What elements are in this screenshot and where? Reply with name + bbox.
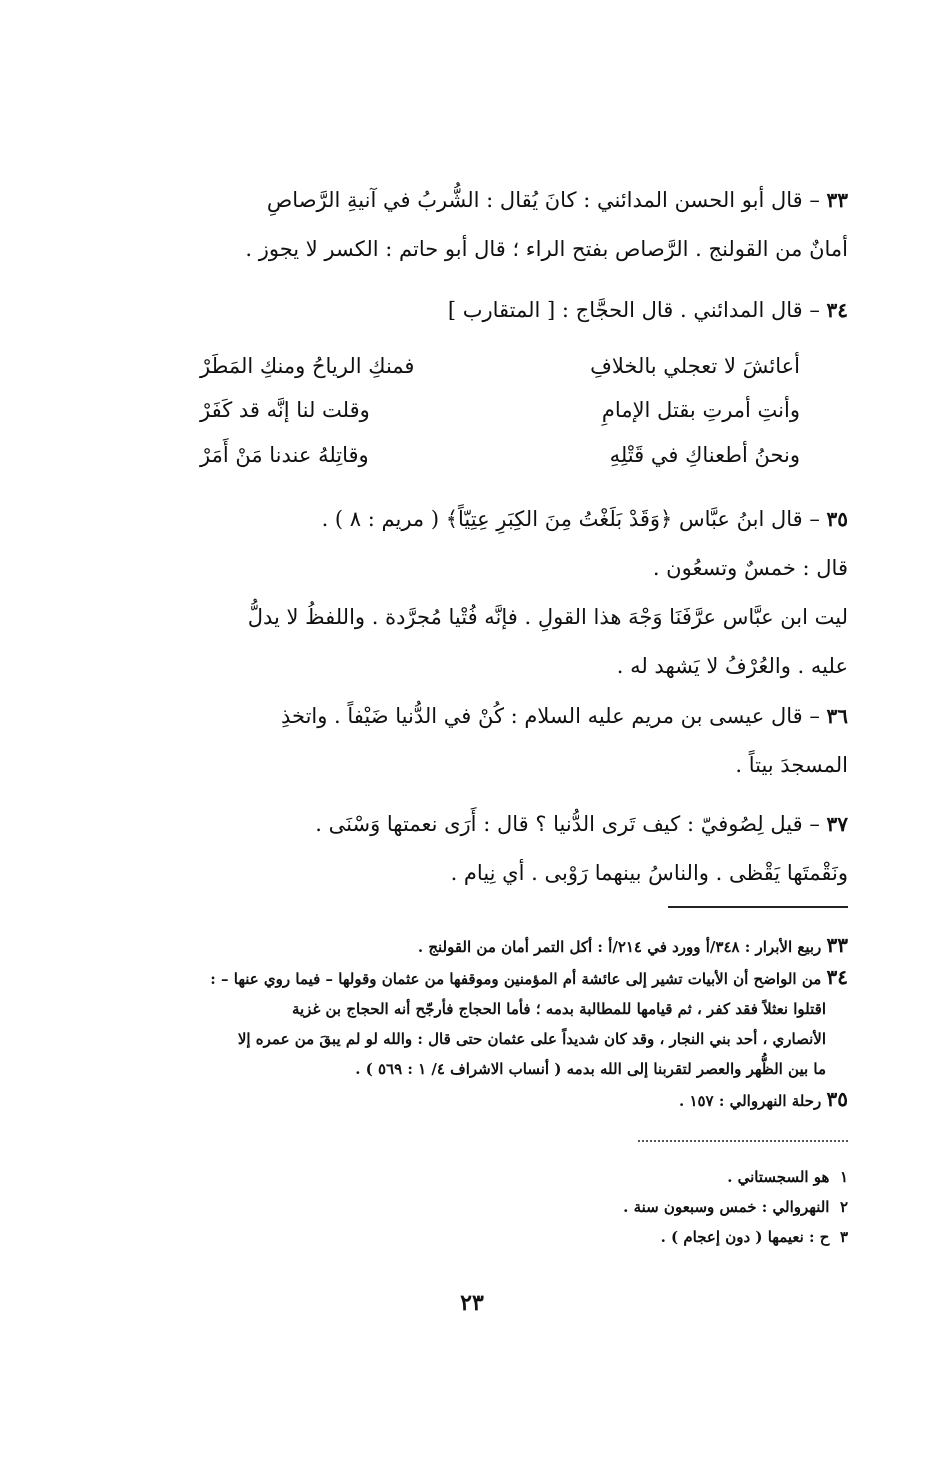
page-number: ٢٣ <box>460 1290 484 1316</box>
entry-number: ٣٤ <box>826 298 848 322</box>
source-note: ٣٤ من الواضح أن الأبيات تشير إلى عائشة أم المؤمنين وموقفها من عثمان وقولها – فيما روي عنها – : <box>210 965 848 989</box>
source-note-continuation: ما بين الظُّهر والعصر لتقربنا إلى الله بدمه ( أنساب الاشراف ٤/ ١ : ٥٦٩ ) . <box>355 1060 826 1078</box>
footnotes <box>88 1162 848 1252</box>
entry-36 <box>88 692 848 790</box>
verse-line-3 <box>200 435 800 475</box>
entry-35-line-4: عليه . والعُرْفُ لا يَشهد له . <box>616 654 848 678</box>
footnotes-separator <box>638 1140 848 1142</box>
verse-hemistich: ونحنُ أطعناكِ في قَتْلِهِ <box>609 443 800 467</box>
verse-line-2 <box>200 390 800 430</box>
entry-35 <box>88 495 848 691</box>
entry-34-line-1: ٣٤ – قال المدائني . قال الحجَّاج : [ المتقارب ] <box>447 298 848 322</box>
entry-number: ٣٧ <box>826 812 848 836</box>
verse-hemistich: فمنكِ الرياحُ ومنكِ المَطَرْ <box>200 354 415 378</box>
source-notes <box>88 930 848 1116</box>
entry-number: ٣٣ <box>826 188 848 212</box>
entry-36-line-1: ٣٦ – قال عيسى بن مريم عليه السلام : كُنْ في الدُّنيا ضَيْفاً . واتخذِ <box>280 704 848 728</box>
notes-separator <box>668 906 848 908</box>
verse-hemistich: وقلت لنا إنَّه قد كَفَرْ <box>200 398 370 422</box>
entry-35-line-3: ليت ابن عبَّاس عرَّفَنَا وَجْهَ هذا القولِ . فإنَّه فُتْيا مُجرَّدة . واللفظُ لا يدلُّ <box>247 605 848 629</box>
footnote: ٢ النهروالي : خمس وسبعون سنة . <box>623 1198 848 1216</box>
entry-35-line-2: قال : خمسٌ وتسعُون . <box>652 556 848 580</box>
entry-34 <box>88 286 848 335</box>
footnote: ١ هو السجستاني . <box>727 1168 848 1186</box>
entry-33-line-1: ٣٣ – قال أبو الحسن المدائني : كانَ يُقال : الشُّربُ في آنيةِ الرَّصاصِ <box>266 188 848 212</box>
entry-33-line-2: أمانٌ من القولنج . الرَّصاص بفتح الراء ؛ قال أبو حاتم : الكسر لا يجوز . <box>245 237 848 261</box>
entry-33 <box>88 176 848 274</box>
entry-number: ٣٦ <box>826 704 848 728</box>
entry-35-line-1: ٣٥ – قال ابنُ عبَّاس ﴿وَقَدْ بَلَغْتُ مِنَ الكِبَرِ عِتِيّاً﴾ ( مريم : ٨ ) . <box>321 507 848 531</box>
entry-37-line-1: ٣٧ – قيل لِصُوفيّ : كيف تَرى الدُّنيا ؟ قال : أَرَى نعمتها وَسْنَى . <box>315 812 848 836</box>
entry-number: ٣٥ <box>826 507 848 531</box>
entry-37-line-2: ونَقْمتَها يَقْظى . والناسُ بينهما رَوْبى . أي نِيام . <box>450 861 848 885</box>
verse-hemistich: وأنتِ أمرتِ بقتل الإمامِ <box>601 398 800 422</box>
footnote: ٣ ح : نعيمها ( دون إعجام ) . <box>660 1228 848 1246</box>
source-note-continuation: الأنصاري ، أحد بني النجار ، وقد كان شديداً على عثمان حتى قال : والله لو لم يبقَ من عمره إلا <box>237 1030 826 1048</box>
verse-line-1 <box>200 346 800 386</box>
verse-hemistich: أعائشَ لا تعجلي بالخلافِ <box>590 354 800 378</box>
verse-hemistich: وقاتِلهُ عندنا مَنْ أَمَرْ <box>200 443 369 467</box>
entry-36-line-2: المسجدَ بيتاً . <box>735 753 848 777</box>
source-note: ٣٥ رحلة النهروالي : ١٥٧ . <box>678 1087 848 1111</box>
entry-37 <box>88 800 848 898</box>
source-note-continuation: اقتلوا نعثلاً فقد كفر ، ثم قيامها للمطالبة بدمه ؛ فأما الحجاج فأرجّح أنه الحجاج بن غزية <box>291 1000 826 1018</box>
source-note: ٣٣ ربيع الأبرار : ٣٤٨/أ وورد في ٢١٤/أ : أكل التمر أمان من القولنج . <box>417 933 848 957</box>
